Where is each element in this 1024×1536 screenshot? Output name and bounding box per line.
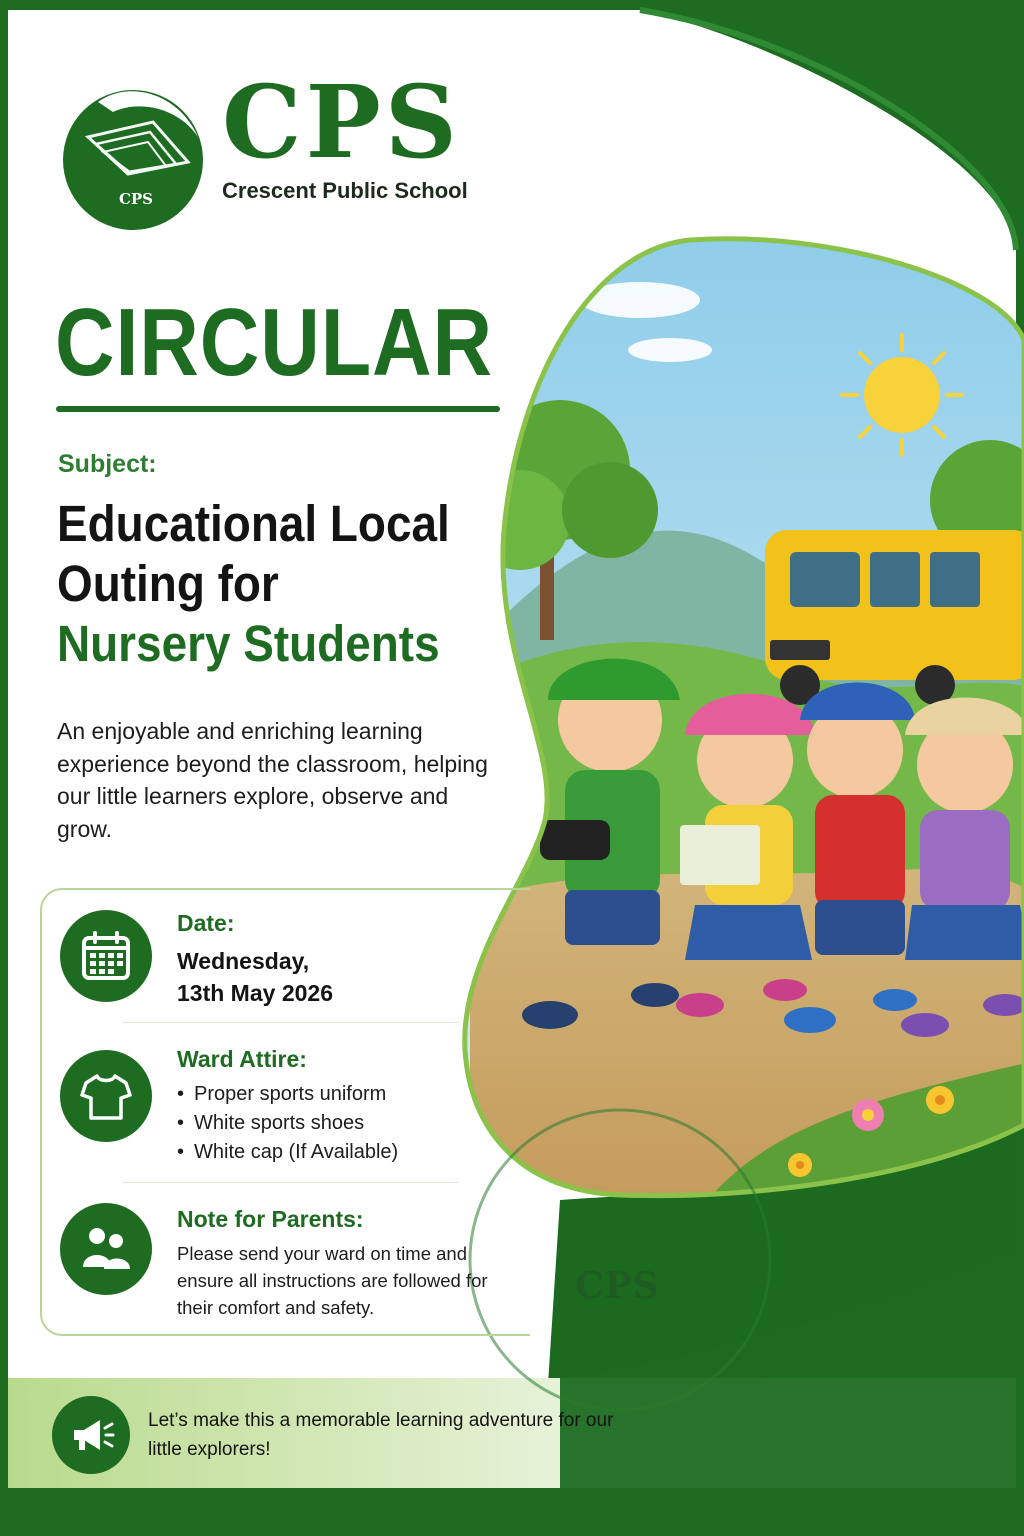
school-logo-emblem <box>58 82 208 232</box>
logo-emblem-text: CPS <box>118 190 154 208</box>
school-name: Crescent Public School <box>222 178 468 203</box>
school-logo-text: CPS <box>222 63 462 181</box>
title-underline <box>56 406 500 412</box>
page-title: CIRCULAR <box>55 289 493 396</box>
subject-label: Subject: <box>58 450 157 478</box>
date-weekday: Wednesday, <box>177 948 310 974</box>
attire-item: • White cap (If Available) <box>177 1138 398 1167</box>
cps-watermark: CPS <box>575 1265 660 1307</box>
megaphone-icon <box>52 1396 130 1474</box>
date-value <box>177 945 333 1009</box>
date-label: Date: <box>177 910 235 936</box>
attire-item: • Proper sports uniform <box>177 1080 398 1109</box>
subject-line-3: Nursery Students <box>57 615 440 672</box>
calendar-icon <box>60 910 152 1002</box>
attire-label: Ward Attire: <box>177 1046 307 1072</box>
subject-heading <box>57 494 525 674</box>
footer-message: Let’s make this a memorable learning adventure for our little explorers! <box>148 1410 614 1460</box>
subject-line-2: Outing for <box>57 555 279 612</box>
note-text: Please send your ward on time and ensure all instructions are followed for their comfort and safety. <box>177 1243 488 1318</box>
subject-line-1: Educational Local <box>57 495 450 552</box>
date-full: 13th May 2026 <box>177 980 333 1006</box>
attire-list <box>177 1080 398 1167</box>
card-divider <box>122 1182 458 1183</box>
note-label: Note for Parents: <box>177 1206 364 1232</box>
tshirt-icon <box>60 1050 152 1142</box>
intro-text: An enjoyable and enriching learning experience beyond the classroom, helping our little learners explore, observe and grow. <box>57 718 488 842</box>
attire-item: • White sports shoes <box>177 1109 398 1138</box>
parents-icon <box>60 1203 152 1295</box>
card-divider <box>122 1022 458 1023</box>
